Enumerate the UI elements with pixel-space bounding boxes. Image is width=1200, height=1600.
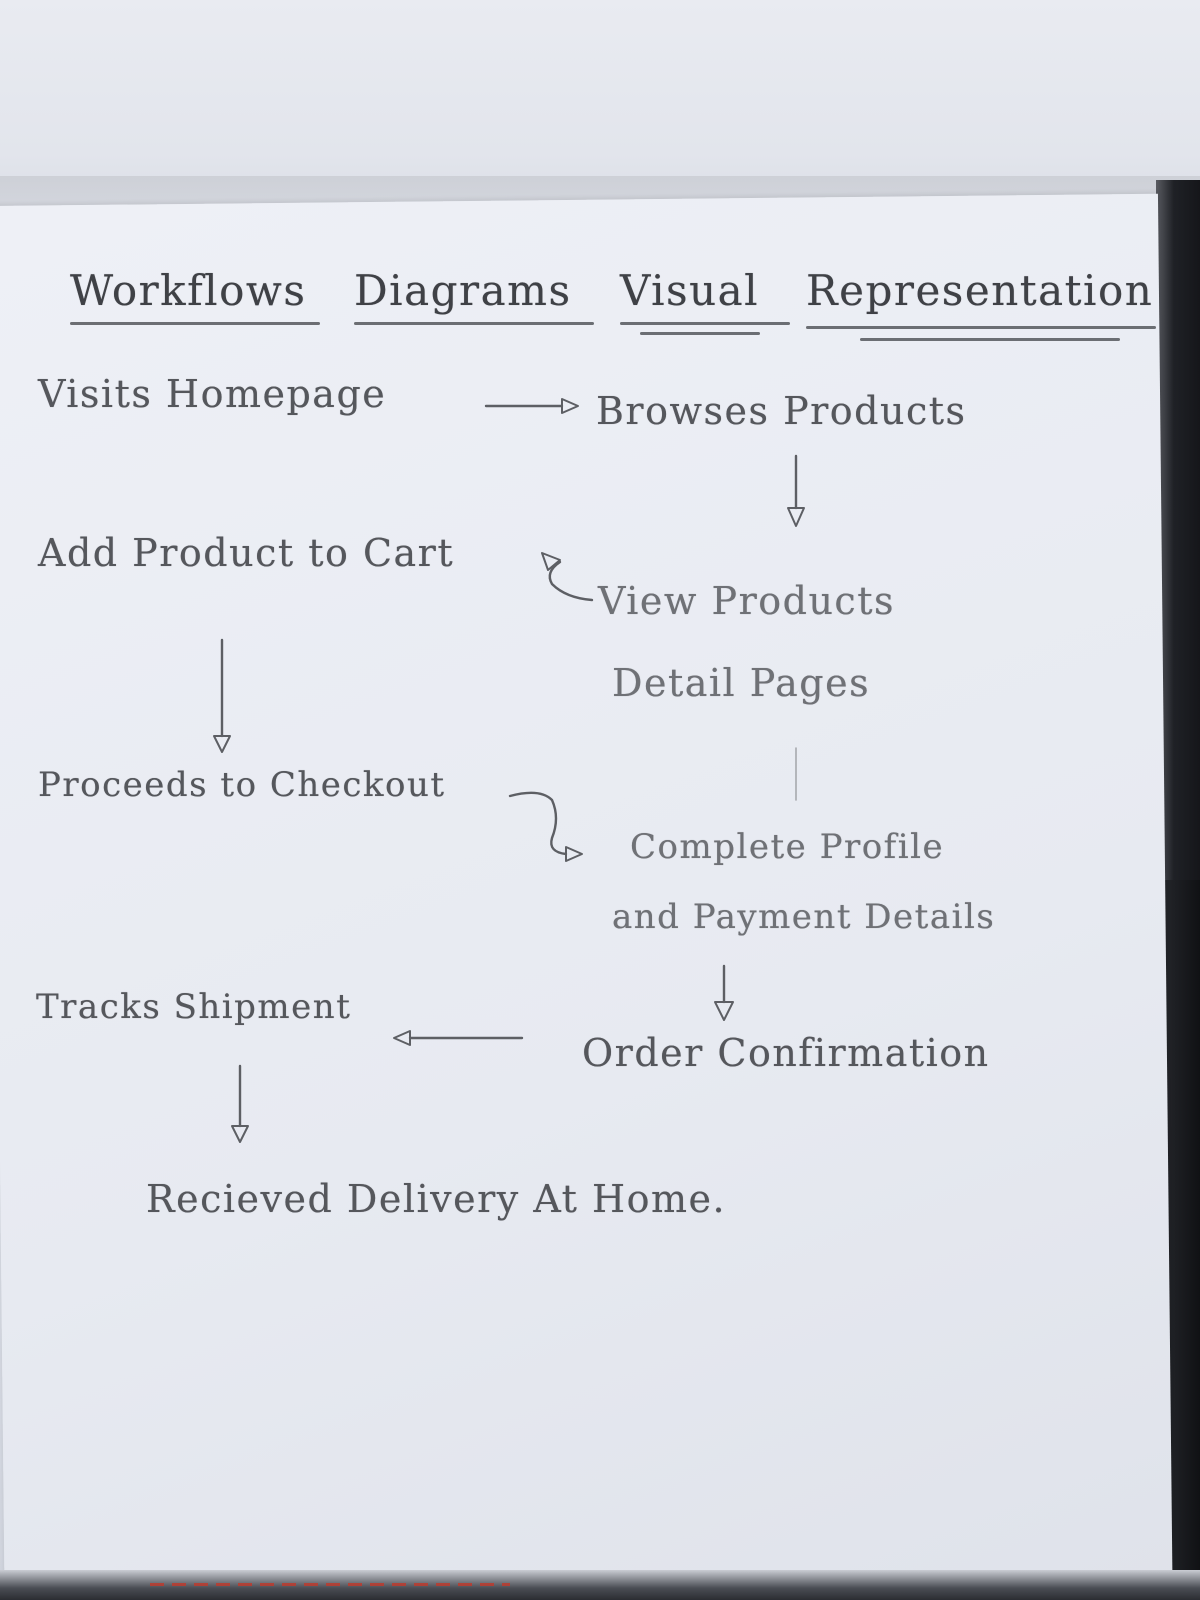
arrow-browse-to-view — [788, 456, 804, 526]
arrow-cart-to-checkout — [214, 640, 230, 752]
arrow-profile-to-order — [715, 966, 733, 1020]
step-proceeds-to-checkout: Proceeds to Checkout — [38, 765, 446, 805]
title-word-workflows: Workflows — [70, 266, 307, 315]
step-browses-products: Browses Products — [596, 389, 967, 433]
step-complete-profile: Complete Profile — [630, 827, 945, 867]
title-word-visual: Visual — [620, 266, 760, 315]
title-word-diagrams: Diagrams — [354, 266, 572, 315]
step-view-products: View Products — [598, 579, 895, 623]
arrow-home-to-browse — [486, 399, 578, 413]
step-add-product-to-cart: Add Product to Cart — [38, 531, 455, 575]
title-word-representation: Representation — [806, 266, 1154, 315]
step-detail-pages: Detail Pages — [612, 661, 871, 705]
arrow-view-to-cart — [542, 553, 592, 600]
arrow-order-to-tracks — [394, 1031, 522, 1045]
step-payment-details: and Payment Details — [612, 897, 996, 937]
arrow-checkout-to-profile — [510, 793, 582, 861]
step-received-delivery: Recieved Delivery At Home. — [146, 1177, 727, 1221]
step-visits-homepage: Visits Homepage — [38, 372, 387, 416]
step-tracks-shipment: Tracks Shipment — [36, 987, 352, 1027]
step-order-confirmation: Order Confirmation — [582, 1031, 990, 1075]
arrow-tracks-to-delivery — [232, 1066, 248, 1142]
